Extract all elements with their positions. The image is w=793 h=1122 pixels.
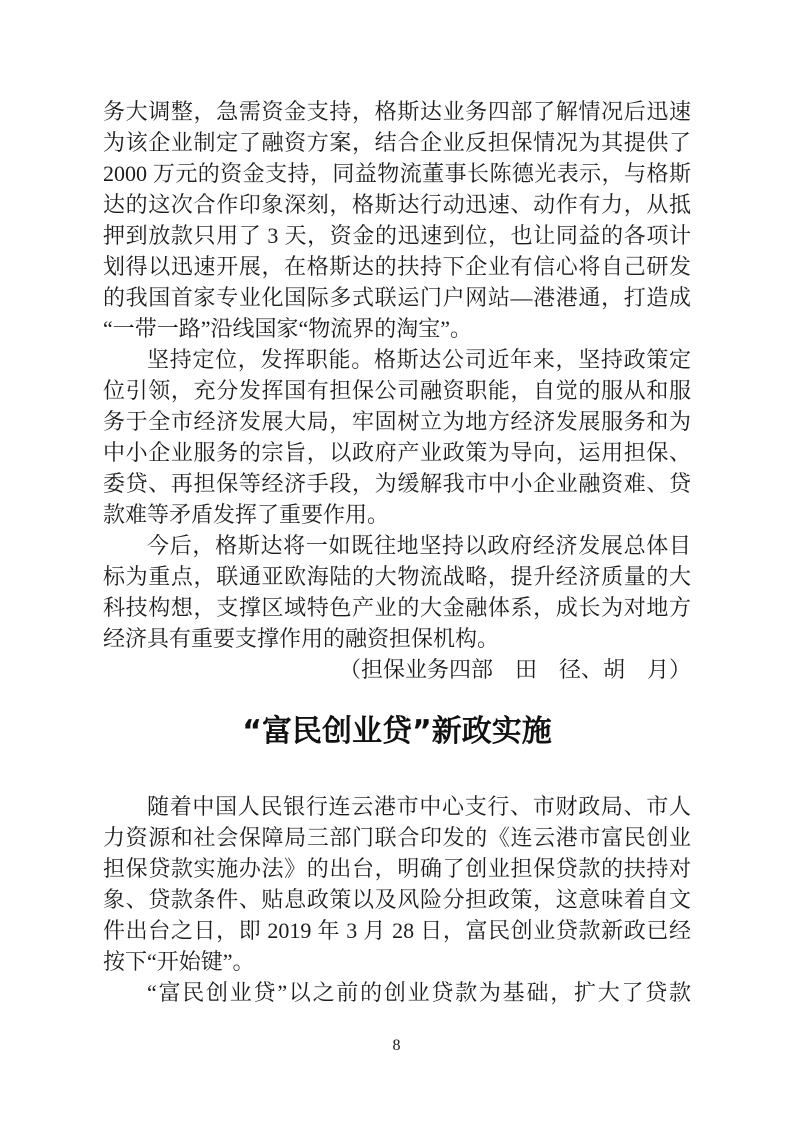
page-number: 8: [392, 1037, 401, 1054]
text-line: 件出台之日，即 2019 年 3 月 28 日，富民创业贷款新政已经: [103, 918, 691, 943]
text-line: 科技构想，支撑区域特色产业的大金融体系，成长为对地方: [103, 595, 691, 620]
body-paragraph: [103, 530, 691, 654]
body-paragraph: [103, 977, 691, 1008]
text-line: 今后，格斯达将一如既往地坚持以政府经济发展总体目: [147, 533, 691, 558]
text-line: “富民创业贷”以之前的创业贷款为基础，扩大了贷款: [147, 980, 691, 1005]
text-line: 力资源和社会保障局三部门联合印发的《连云港市富民创业: [103, 825, 691, 850]
text-line: 为该企业制定了融资方案，结合企业反担保情况为其提供了: [103, 130, 691, 155]
text-line: 坚持定位，发挥职能。格斯达公司近年来，坚持政策定: [147, 347, 691, 372]
text-line: 担保贷款实施办法》的出台，明确了创业担保贷款的扶持对: [103, 856, 691, 881]
text-line: 务于全市经济发展大局，牢固树立为地方经济发展服务和为: [103, 409, 691, 434]
text-line: 达的这次合作印象深刻，格斯达行动迅速、动作有力，从抵: [103, 192, 691, 217]
text-line: “一带一路”沿线国家“物流界的淘宝”。: [103, 316, 473, 341]
section-heading: “富民创业贷”新政实施: [242, 714, 552, 749]
text-line: 划得以迅速开展，在格斯达的扶持下企业有信心将自己研发: [103, 254, 691, 279]
text-line: 位引领，充分发挥国有担保公司融资职能，自觉的服从和服: [103, 378, 691, 403]
body-paragraph: [103, 791, 691, 977]
text-line: 委贷、再担保等经济手段，为缓解我市中小企业融资难、贷: [103, 471, 691, 496]
text-line: 的我国首家专业化国际多式联运门户网站—港港通，打造成: [103, 285, 691, 310]
text-line: 押到放款只用了 3 天，资金的迅速到位，也让同益的各项计: [103, 223, 691, 248]
body-paragraph: [103, 344, 691, 530]
page-body: [103, 96, 691, 1008]
text-line: 随着中国人民银行连云港市中心支行、市财政局、市人: [147, 794, 691, 819]
text-line: 象、贷款条件、贴息政策以及风险分担政策，这意味着自文: [103, 887, 691, 912]
text-line: 款难等矛盾发挥了重要作用。: [103, 502, 390, 527]
text-line: 中小企业服务的宗旨，以政府产业政策为导向，运用担保、: [103, 440, 691, 465]
body-paragraph: [103, 96, 691, 344]
byline: （担保业务四部 田 径、胡 月）: [338, 657, 691, 682]
text-line: 标为重点，联通亚欧海陆的大物流战略，提升经济质量的大: [103, 564, 691, 589]
text-line: 务大调整，急需资金支持，格斯达业务四部了解情况后迅速: [103, 99, 691, 124]
text-line: 经济具有重要支撑作用的融资担保机构。: [103, 626, 500, 651]
text-line: 按下“开始键”。: [103, 949, 255, 974]
text-line: 2000 万元的资金支持，同益物流董事长陈德光表示，与格斯: [103, 161, 691, 186]
